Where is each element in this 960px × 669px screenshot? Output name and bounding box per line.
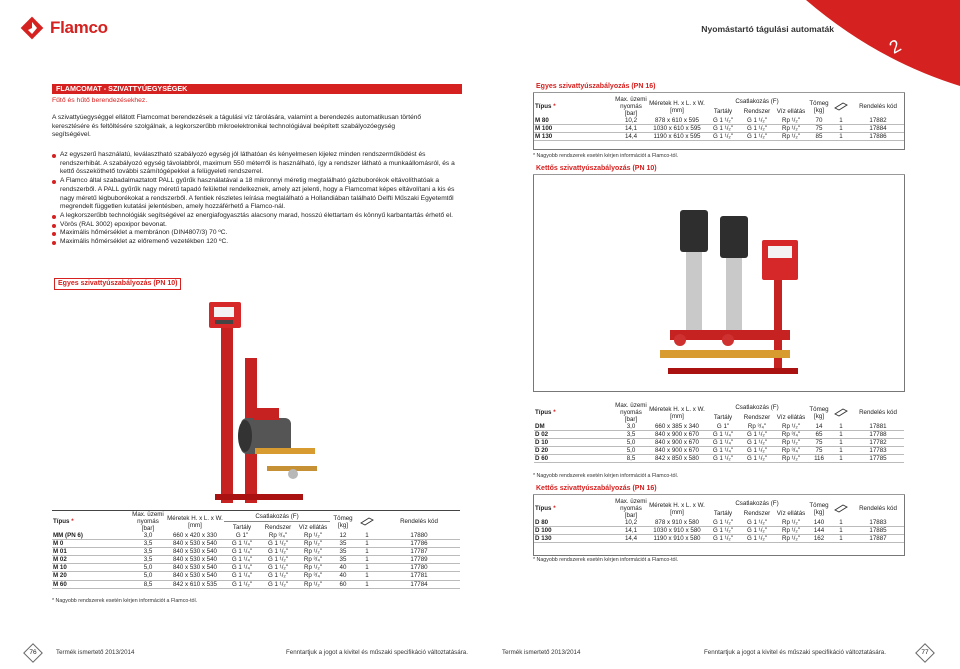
single-pump-unit-image [195,298,325,506]
pn10-double-title: Kettős szivattyúszabályozás (PN 10) [533,164,905,175]
table-cell: D 10 [534,439,614,447]
col-csatlakozas: Csatlakozás (F) [735,97,779,105]
pallet-icon [834,503,848,513]
col-nyomas: Max. üzemi nyomás [bar] [615,96,647,117]
table-cell: 3,5 [614,431,648,439]
table-cell: G 1 ¹/₄" [224,556,260,564]
double-pump-unit-image [650,190,840,385]
table-cell: 8,5 [614,455,648,463]
table-cell: 75 [808,125,830,133]
table-row [52,556,460,564]
table-row [534,527,904,535]
col-tartaly: Tartály [713,510,733,518]
table-cell: Rp ¹/₂" [296,548,330,556]
table-cell: G 1 ¹/₂" [706,527,740,535]
table-cell: G 1 ¹/₄" [706,439,740,447]
footer-rights-right: Fenntartjuk a jogot a kivitel és műszaki specifikáció változtatására. [704,649,886,656]
pn10-single-table [52,510,460,589]
table-cell: 17781 [378,572,460,580]
table-cell: Rp ¹/₂" [774,117,808,125]
table-cell: G 1 ¹/₄" [224,548,260,556]
table-cell: 14 [808,423,830,431]
table-cell: 10,2 [614,117,648,125]
brand-name: Flamco [50,18,108,37]
table-row [534,423,904,431]
table-cell: 17886 [852,133,904,141]
col-tipus: Típus [535,409,552,416]
table-cell: 840 x 530 x 540 [166,540,224,548]
table-cell: M 80 [534,117,614,125]
table-cell: G 1 ¹/₄" [224,572,260,580]
table-cell: 1 [830,423,852,431]
table-row [534,133,904,141]
table-cell: 3,0 [130,532,166,540]
table-cell: D 130 [534,535,614,543]
table-cell: D 100 [534,527,614,535]
table-cell: G 1" [224,532,260,540]
table-cell: M 20 [52,572,130,580]
table-row [52,564,460,572]
table-cell: Rp ³/₄" [774,431,808,439]
table-cell: 40 [330,572,356,580]
col-rendszer: Rendszer [743,108,771,116]
list-item: Az egyszerű használatú, leválasztható szabályozó egység jól láthatóan és kényelmesen kijelez minden rendszerműködést és rendszerhibát. A szabályozó egység távolabbról, maximum 550 méterről is használható, így a rendszer látható a munkaállomásról, és a kettő összeköthető további számítógépekkel a felügyeleti rendszerrel. [52,151,457,177]
table-cell: 1 [356,556,378,564]
col-rendszer: Rendszer [743,414,771,422]
table-cell: D 80 [534,519,614,527]
col-tomeg: Tömeg [kg] [809,405,829,420]
col-viz: Víz ellátás [298,523,328,531]
table-cell: G 1 ¹/₄" [706,431,740,439]
table-cell: 1 [830,447,852,455]
note-marker: * [71,518,74,525]
table-cell: 140 [808,519,830,527]
table-cell: Rp ¹/₂" [296,532,330,540]
table-cell: 1 [830,519,852,527]
table-cell: 70 [808,117,830,125]
table-cell: DM [534,423,614,431]
footer-catalog-right: Termék ismertető 2013/2014 [502,649,581,656]
footer-catalog-left: Termék ismertető 2013/2014 [56,649,135,656]
table-cell: 842 x 850 x 580 [648,455,706,463]
list-item: A legkorszerűbb technológiák segítségével az energiafogyasztás alacsony marad, hosszú élettartam és könnyű karbantartás érhető el. [52,212,457,221]
list-item: A Flamco által szabadalmaztatott PALL gyűrűk használatával a 18 mikronnyi méretig megtalálható gázbuborékok eltávolíthatóak a rendszerből. A PALL gyűrűk nagy méretű tapadó felülettel rendelkeznek, amely azt jelenti, hogy a Flamcomat képes eltávolítani a kis és nagy méretű légbuborékokat a rendszerből. A fentiek részletes leírása megtalálható a Hollandiában található Delfti Műszaki Egyetemtől megrendelt független kutatási jelentésben, amely hozzáférhető a Flamco-nál. [52,177,457,212]
table-cell: Rp ³/₄" [740,423,774,431]
table-cell: 1 [830,439,852,447]
pn16-single-title: Egyes szivattyúszabályozás (PN 16) [533,82,905,93]
table-cell: M 100 [534,125,614,133]
table-cell: 5,0 [614,447,648,455]
flamco-logo [20,16,108,40]
table-row [534,455,904,463]
col-viz: Víz ellátás [776,414,806,422]
table-cell: Rp ¹/₂" [774,535,808,543]
section-title: FLAMCOMAT - SZIVATTYÚEGYSÉGEK [52,84,462,94]
table-cell: 17885 [852,527,904,535]
table-cell: G 1 ¹/₂" [740,125,774,133]
table-cell: 35 [330,556,356,564]
pn16-double-table [534,498,904,543]
col-nyomas: Max. üzemi nyomás [bar] [615,498,647,519]
table-cell: G 1 ¹/₂" [740,447,774,455]
feature-list [52,151,457,247]
col-csatlakozas: Csatlakozás (F) [735,403,779,411]
table-cell: Rp ¹/₂" [774,527,808,535]
list-item: Vörös (RAL 3002) epoxipor bevonat. [52,221,457,230]
col-tomeg: Tömeg [kg] [809,99,829,114]
table-cell: 1 [356,540,378,548]
table-cell: M 01 [52,548,130,556]
table-cell: G 1 ¹/₂" [706,455,740,463]
table-note: * Nagyobb rendszerek esetén kérjen információt a Flamco-tól. [533,153,679,159]
table-cell: Rp ¹/₂" [774,519,808,527]
table-cell: G 1 ¹/₂" [260,564,296,572]
col-tomeg: Tömeg [kg] [809,501,829,516]
table-cell: G 1 ¹/₂" [706,117,740,125]
col-viz: Víz ellátás [776,108,806,116]
table-cell: D 02 [534,431,614,439]
col-rendeles: Rendelés kód [378,511,460,533]
table-cell: G 1 ¹/₂" [706,535,740,543]
table-cell: 60 [330,580,356,588]
table-cell: G 1 ¹/₂" [740,527,774,535]
table-note: * Nagyobb rendszerek esetén kérjen információt a Flamco-tól. [533,473,679,479]
table-row [534,535,904,543]
pn16-single-table [534,96,904,141]
table-cell: 840 x 530 x 540 [166,572,224,580]
table-cell: M 10 [52,564,130,572]
table-cell: 17881 [852,423,904,431]
table-cell: 85 [808,133,830,141]
table-cell: 17783 [852,447,904,455]
col-rendeles: Rendelés kód [859,103,897,110]
table-cell: 1 [830,133,852,141]
table-row [52,548,460,556]
table-cell: 17880 [378,532,460,540]
table-cell: 65 [808,431,830,439]
chapter-banner [806,0,960,86]
table-cell: 840 x 900 x 670 [648,447,706,455]
pallet-icon [360,516,374,526]
col-tartaly: Tartály [232,523,252,531]
table-cell: 17787 [378,548,460,556]
table-cell: 1030 x 910 x 580 [648,527,706,535]
table-cell: 1 [356,572,378,580]
table-cell: Rp ³/₄" [260,532,296,540]
col-meretek: Méretek H. x L. x W. [mm] [649,501,705,516]
table-cell: Rp ¹/₂" [296,564,330,572]
note-marker: * [553,505,556,512]
page-title: Nyomástartó tágulási automaták [701,24,834,34]
table-cell: 12 [330,532,356,540]
table-cell: G 1 ¹/₂" [260,580,296,588]
col-meretek: Méretek H. x L. x W. [mm] [166,511,224,533]
table-cell: 17782 [852,439,904,447]
col-tipus: Típus [53,518,70,525]
table-cell: G 1 ¹/₂" [260,540,296,548]
table-row [52,580,460,588]
table-cell: 75 [808,447,830,455]
table-cell: 116 [808,455,830,463]
table-cell: G 1 ¹/₄" [224,540,260,548]
table-cell: 1190 x 610 x 595 [648,133,706,141]
table-cell: 1 [830,527,852,535]
table-cell: G 1 ¹/₂" [740,431,774,439]
pallet-icon [834,101,848,111]
table-cell: MM (PN 6) [52,532,130,540]
note-marker: * [553,103,556,110]
col-viz: Víz ellátás [776,510,806,518]
col-rendeles: Rendelés kód [859,409,897,416]
table-cell: 840 x 530 x 540 [166,564,224,572]
table-cell: 35 [330,540,356,548]
table-row [534,125,904,133]
table-cell: 35 [330,548,356,556]
table-cell: M 0 [52,540,130,548]
col-rendszer: Rendszer [264,523,292,531]
table-cell: G 1 ¹/₂" [740,455,774,463]
table-cell: M 02 [52,556,130,564]
table-cell: 17884 [852,125,904,133]
table-cell: 10,2 [614,519,648,527]
table-cell: G 1 ¹/₂" [706,125,740,133]
table-cell: 5,0 [614,439,648,447]
table-cell: 17882 [852,117,904,125]
table-cell: 14,1 [614,527,648,535]
table-row [534,439,904,447]
table-cell: 878 x 910 x 580 [648,519,706,527]
col-meretek: Méretek H. x L. x W. [mm] [649,405,705,420]
col-tipus: Típus [535,505,552,512]
table-cell: D 60 [534,455,614,463]
table-cell: 162 [808,535,830,543]
table-cell: 660 x 385 x 340 [648,423,706,431]
table-cell: 17786 [378,540,460,548]
table-cell: 840 x 900 x 670 [648,439,706,447]
table-cell: 14,4 [614,535,648,543]
table-cell: 1 [356,532,378,540]
table-cell: 17788 [852,431,904,439]
list-item: Maximális hőmérséklet a membránon (DIN4807/3) 70 ºC. [52,229,457,238]
table-cell: 144 [808,527,830,535]
table-cell: 17780 [378,564,460,572]
footer-rights-left: Fenntartjuk a jogot a kivitel és műszaki specifikáció változtatására. [286,649,468,656]
list-item: Maximális hőmérséklet az előremenő vezetékben 120 ºC. [52,238,457,247]
table-cell: 1 [830,117,852,125]
left-page-number: 76 [23,643,43,663]
col-rendszer: Rendszer [743,510,771,518]
table-cell: 17789 [378,556,460,564]
col-csatlakozas: Csatlakozás (F) [224,511,330,522]
col-tartaly: Tartály [713,414,733,422]
col-nyomas: Max. üzemi nyomás [bar] [130,511,166,533]
table-cell: Rp ¹/₂" [774,133,808,141]
table-cell: 1030 x 610 x 595 [648,125,706,133]
table-row [52,572,460,580]
intro-paragraph: A szivattyúegységgel ellátott Flamcomat berendezések a tágulási víz tárolására, valamint a berendezés automatikusan történő keresztésére és feltöltésére szolgálnak, a legkorszerűbb mikroelektronikai technológiával beépített szabályozóegység segítségével. [52,114,422,139]
table-cell: 40 [330,564,356,572]
table-cell: M 130 [534,133,614,141]
table-cell: 1 [830,431,852,439]
col-nyomas: Max. üzemi nyomás [bar] [615,402,647,423]
table-cell: 840 x 530 x 540 [166,548,224,556]
table-cell: G 1 ¹/₂" [740,519,774,527]
table-cell: G 1 ¹/₂" [260,556,296,564]
table-cell: Rp ¹/₂" [774,455,808,463]
table-cell: 1 [356,564,378,572]
table-cell: 17887 [852,535,904,543]
table-row [534,117,904,125]
table-note: * Nagyobb rendszerek esetén kérjen információt a Flamco-tól. [533,557,679,563]
col-tartaly: Tartály [713,108,733,116]
table-cell: 660 x 420 x 330 [166,532,224,540]
table-cell: G 1 ¹/₂" [224,580,260,588]
table-cell: 5,0 [130,572,166,580]
table-cell: 3,0 [614,423,648,431]
table-row [52,532,460,540]
pallet-icon [834,407,848,417]
table-cell: 14,4 [614,133,648,141]
table-cell: 842 x 610 x 535 [166,580,224,588]
table-cell: 3,5 [130,556,166,564]
table-cell: Rp ³/₄" [296,572,330,580]
table-cell: M 60 [52,580,130,588]
table-cell: 3,5 [130,548,166,556]
table-cell: 1 [830,455,852,463]
table-cell: Rp ³/₄" [296,556,330,564]
table-cell: G 1 ¹/₂" [740,439,774,447]
table-cell: 878 x 610 x 595 [648,117,706,125]
table-cell: Rp ¹/₂" [296,540,330,548]
right-page-number: 77 [915,643,935,663]
table-cell: G 1 ¹/₂" [260,548,296,556]
table-cell: 1 [830,535,852,543]
col-meretek: Méretek H. x L. x W. [mm] [649,99,705,114]
table-cell: 17785 [852,455,904,463]
flamco-logo-icon [20,16,44,40]
table-row [534,447,904,455]
table-cell: Rp ¹/₂" [774,439,808,447]
table-cell: G 1 ¹/₄" [224,564,260,572]
table-cell: 14,1 [614,125,648,133]
col-csatlakozas: Csatlakozás (F) [735,499,779,507]
table-row [534,519,904,527]
col-rendeles: Rendelés kód [859,505,897,512]
table-cell: G 1 ¹/₂" [740,117,774,125]
table-cell: G 1 ¹/₂" [260,572,296,580]
table-cell: 840 x 900 x 670 [648,431,706,439]
table-cell: 5,0 [130,564,166,572]
table-cell: G 1" [706,423,740,431]
table-cell: G 1 ¹/₂" [706,519,740,527]
table-cell: 1 [356,548,378,556]
table-row [534,431,904,439]
table-cell: D 20 [534,447,614,455]
table-row [52,540,460,548]
table-cell: G 1 ¹/₂" [740,535,774,543]
table-cell: 1190 x 910 x 580 [648,535,706,543]
table-cell: Rp ³/₄" [774,447,808,455]
table-cell: 17883 [852,519,904,527]
table-cell: 8,5 [130,580,166,588]
col-tomeg: Tömeg [kg] [330,511,356,533]
pn10-double-table [534,402,904,463]
section-subtitle: Fűtő és hűtő berendezésekhez. [52,97,148,104]
table-cell: 840 x 530 x 540 [166,556,224,564]
col-tipus: Típus [535,103,552,110]
table-cell: Rp ¹/₂" [774,125,808,133]
table-cell: 3,5 [130,540,166,548]
table-note: * Nagyobb rendszerek esetén kérjen információt a Flamco-tól. [52,598,198,604]
table-cell: G 1 ¹/₂" [740,133,774,141]
table-cell: G 1 ¹/₄" [706,447,740,455]
table-cell: 1 [830,125,852,133]
table-cell: Rp ¹/₂" [296,580,330,588]
note-marker: * [553,409,556,416]
table-cell: 17784 [378,580,460,588]
pn10-single-label: Egyes szivattyúszabályozás (PN 10) [54,278,181,290]
pn16-double-title: Kettős szivattyúszabályozás (PN 16) [533,484,905,495]
table-cell: 75 [808,439,830,447]
chapter-number: 2 [885,35,905,58]
table-cell: Rp ¹/₂" [774,423,808,431]
table-cell: 1 [356,580,378,588]
table-cell: G 1 ¹/₂" [706,133,740,141]
